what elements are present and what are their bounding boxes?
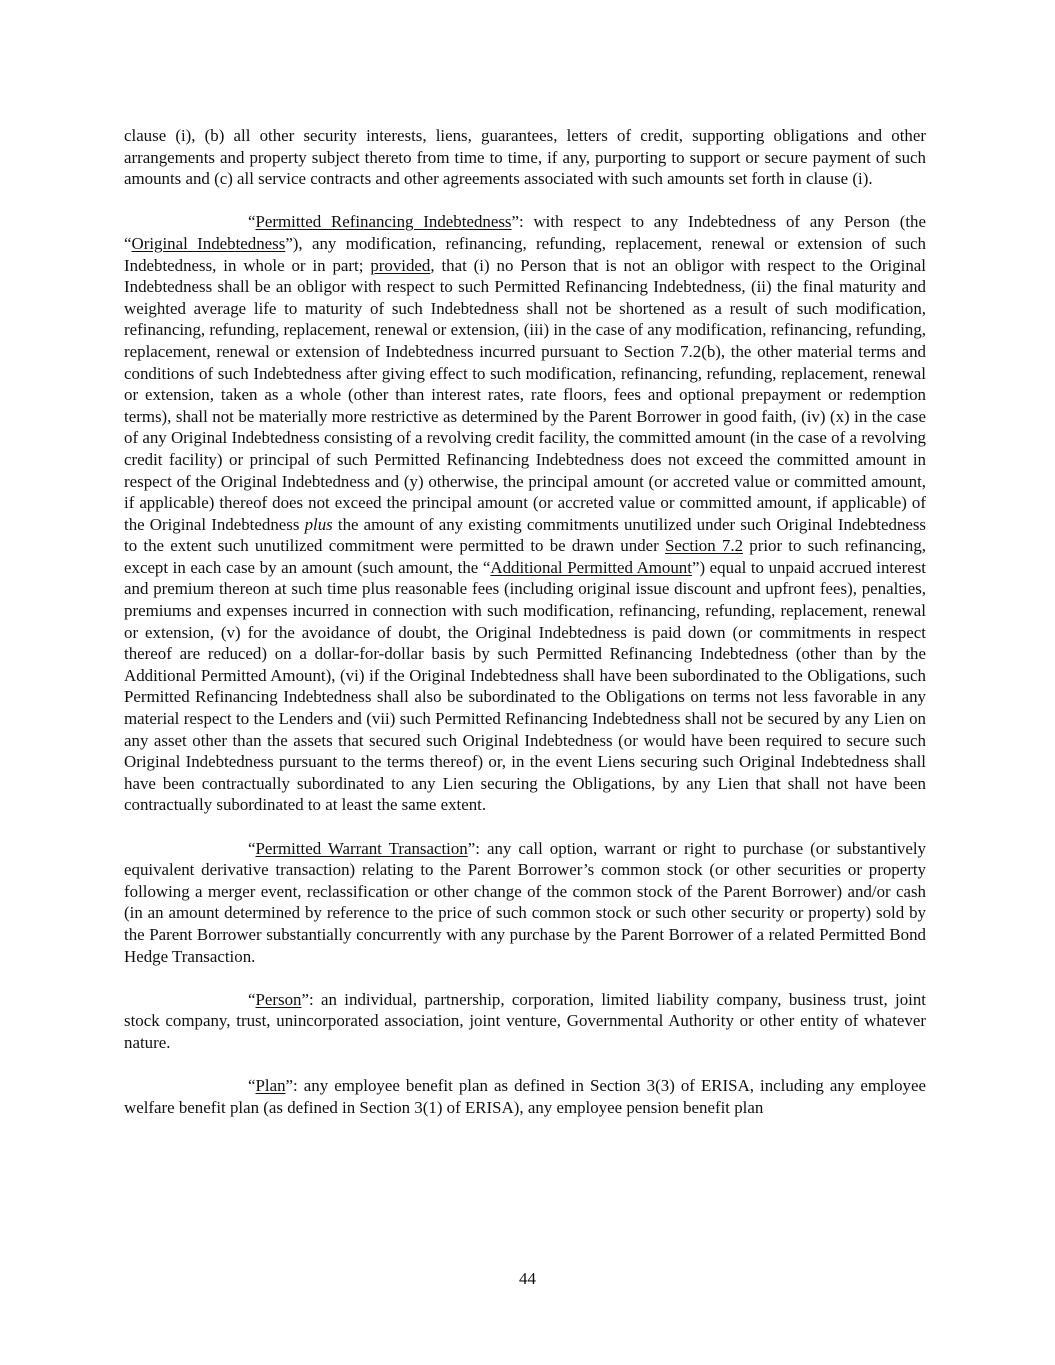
text-run: ”) equal to unpaid accrued interest and premium thereon at such time plus reasonable fees (including original issue discount and upfront fees), penalties, premiums and expenses incurred in connection with such modification, refinancing, refunding, replacement, renewal or extension, (v) for the avoidance of doubt, the Original Indebtedness is paid down (or commitments in respect thereof are reduced) on a dollar-for-dollar basis by such Permitted Refinancing Indebtedness (other than by the Additional Permitted Amount), (vi) if the Original Indebtedness shall have been subordinated to the Obligations, such Permitted Refinancing Indebtedness shall also be subordinated to the Obligations on terms not less favorable in any material respect to the Lenders and (vii) such Permitted Refinancing Indebtedness shall not be secured by any Lien on any asset other than the assets that secured such Original Indebtedness (or would have been required to secure such Original Indebtedness pursuant to the terms thereof) or, in the event Liens securing such Original Indebtedness shall have been contractually subordinated to any Lien securing the Obligations, by any Lien that shall not have been contractually subordinated to at least the same extent. xyxy=(124,557,927,815)
text-run: “ xyxy=(248,989,256,1009)
defined-term: provided xyxy=(370,255,431,275)
defined-term: Additional Permitted Amount xyxy=(490,557,692,577)
text-run: , that (i) no Person that is not an obligor with respect to the Original Indebtedness shall be an obligor with respect to such Permitted Refinancing Indebtedness, (ii) the final maturity and weighted average life to maturity of such Indebtedness shall not be shortened as a result of such modification, refinancing, refunding, replacement, renewal or extension, (iii) in the case of any modification, refinancing, refunding, replacement, renewal or extension of Indebtedness incurred pursuant to Section 7.2(b), the other material terms and conditions of such Indebtedness after giving effect to such modification, refinancing, refunding, replacement, renewal or extension, taken as a whole (other than interest rates, rate floors, fees and optional prepayment or redemption terms), shall not be materially more restrictive as determined by the Parent Borrower in good faith, (iv) (x) in the case of any Original Indebtedness consisting of a revolving credit facility, the committed amount (in the case of a revolving credit facility) or principal of such Permitted Refinancing Indebtedness does not exceed the committed amount in respect of the Original Indebtedness and (y) otherwise, the principal amount (or accreted value or committed amount, if applicable) thereof does not exceed the principal amount (or accreted value or committed amount, if applicable) of the Original Indebtedness xyxy=(124,255,926,534)
text-run: ”: an individual, partnership, corporation, limited liability company, business trust, joint stock company, trust, unincorporated association, joint venture, Governmental Authority or other entity of whatever nature. xyxy=(124,989,926,1052)
paragraph xyxy=(124,838,926,968)
text-run: “ xyxy=(248,1076,256,1096)
paragraph xyxy=(124,125,926,190)
defined-term: Original Indebtedness xyxy=(131,233,286,253)
text-run: prior to such refinancing, except in each case by an amount (such amount, the “ xyxy=(124,536,927,577)
defined-term: Permitted Refinancing Indebtedness xyxy=(255,212,512,232)
text-run: ”: any employee benefit plan as defined in Section 3(3) of ERISA, including any employee welfare benefit plan (as defined in Section 3(1) of ERISA), any employee pension benefit plan xyxy=(124,1076,926,1117)
text-run: clause (i), (b) all other security interests, liens, guarantees, letters of credit, supporting obligations and other arrangements and property subject thereto from time to time, if any, purporting to support or secure payment of such amounts and (c) all service contracts and other agreements associated with such amounts set forth in clause (i). xyxy=(124,126,926,189)
text-run: ”: with respect to any Indebtedness of any Person (the “ xyxy=(124,212,926,253)
text-run: “ xyxy=(248,838,256,858)
text-run: ”), any modification, refinancing, refunding, replacement, renewal or extension of such Indebtedness, in whole or in part; xyxy=(124,233,926,275)
text-run: “ xyxy=(248,212,256,232)
paragraph xyxy=(124,211,926,816)
defined-term: Permitted Warrant Transaction xyxy=(255,838,468,858)
page-number: 44 xyxy=(519,1269,536,1288)
paragraph xyxy=(124,1075,926,1118)
defined-term: Person xyxy=(255,989,302,1009)
paragraph xyxy=(124,989,926,1054)
italic-text: plus xyxy=(304,514,333,534)
defined-term: Plan xyxy=(255,1076,286,1096)
text-run: ”: any call option, warrant or right to purchase (or substantively equivalent derivative transaction) relating to the Parent Borrower’s common stock (or other securities or property following a merger event, reclassification or other change of the common stock of the Parent Borrower) and/or cash (in an amount determined by reference to the price of such common stock or such other security or property) sold by the Parent Borrower substantially concurrently with any purchase by the Parent Borrower of a related Permitted Bond Hedge Transaction. xyxy=(124,838,926,966)
text-run: the amount of any existing commitments unutilized under such Original Indebtedness to the extent such unutilized commitment were permitted to be drawn under xyxy=(124,514,926,556)
document-body xyxy=(124,125,926,1140)
defined-term: Section 7.2 xyxy=(665,536,744,556)
